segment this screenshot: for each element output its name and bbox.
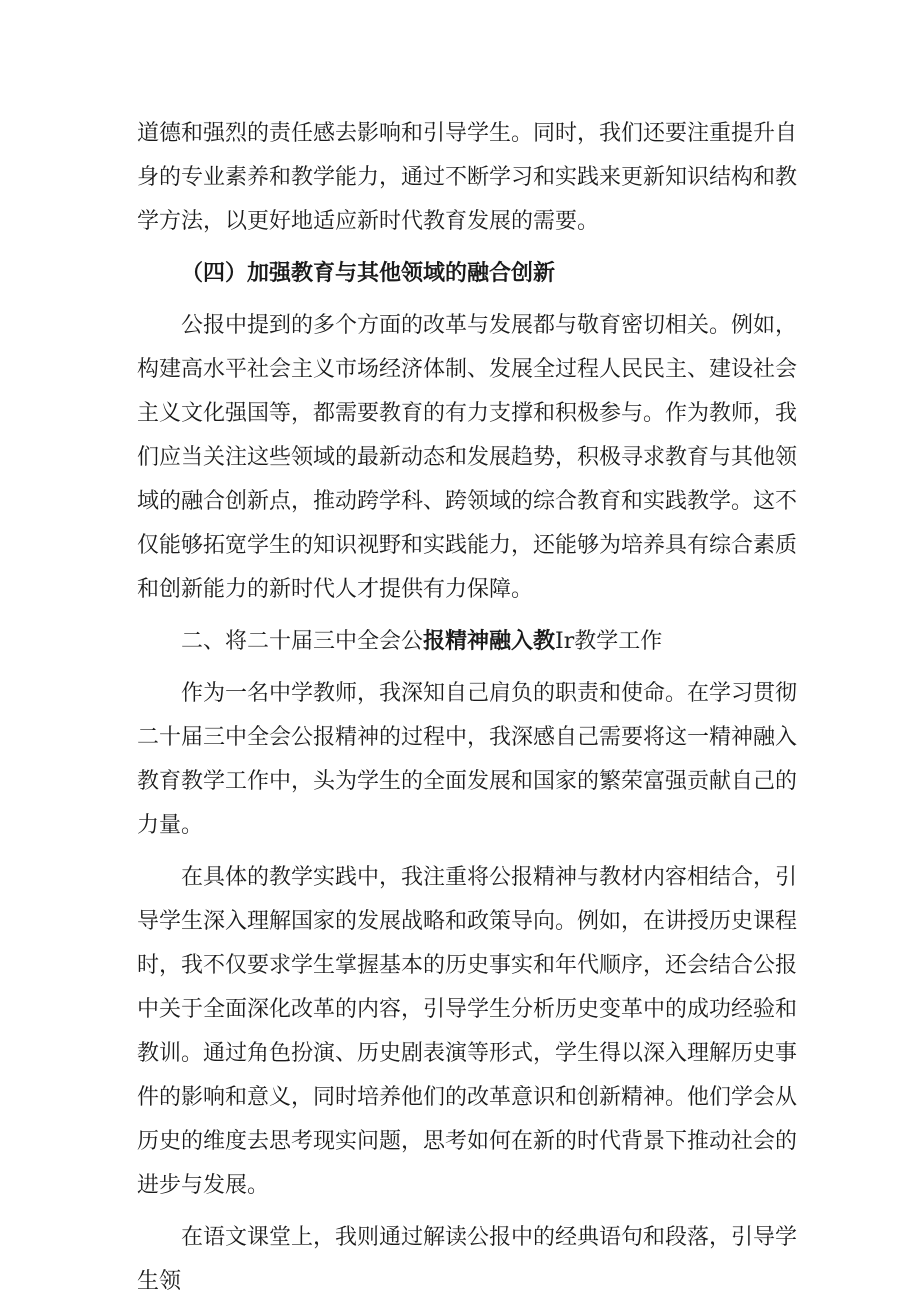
section-heading-two [137,620,797,664]
paragraph-teacher-ethics-continuation: 道德和强烈的责任感去影响和引导学生。同时，我们还要注重提升自身的专业素养和教学能力，通过不断学习和实践来更新知识结构和教学方法，以更好地适应新时代教育发展的需要。 [137,121,798,234]
paragraph-teaching-practice: 在具体的教学实践中，我注重将公报精神与教材内容相结合，引导学生深入理解国家的发展战略和政策导向。例如，在讲授历史课程时，我不仅要求学生掌握基本的历史事实和年代顺序，还会结合公报中关于全面深化改革的内容，引导学生分析历史变革中的成功经验和教训。通过角色扮演、历史剧表演等形式，学生得以深入理解历史事件的影响和意义，同时培养他们的改革意识和创新精神。他们学会从历史的维度去思考现实问题，思考如何在新的时代背景下推动社会的进步与发展。 [137,865,798,1198]
heading-two-part-3: Ir教学工作 [555,629,663,654]
paragraph-integration: 公报中提到的多个方面的改革与发展都与敬育密切相关。例如，构建高水平社会主义市场经济体制、发展全过程人民民主、建设社会主义文化强国等，都需要教育的有力支撑和积极参与。作为教师，我们应当关注这些领域的最新动态和发展趋势，积极寻求教育与其他领域的融合创新点，推动跨学科、跨领域的综合教育和实践教学。这不仅能够拓宽学生的知识视野和实践能力，还能够为培养具有综合素质和创新能力的新时代人才提供有力保障。 [137,313,798,602]
paragraph-teacher-mission: 作为一名中学教师，我深知自己肩负的职责和使命。在学习贯彻二十届三中全会公报精神的过程中，我深感自己需要将这一精神融入教育教学工作中，头为学生的全面发展和国家的繁荣富强贡献自己的力量。 [137,681,798,838]
paragraph-chinese-class: 在语文课堂上，我则通过解读公报中的经典语句和段落，引导学生领 [137,1225,798,1294]
heading-two-part-1: 二、将二十届三中全会公 [181,629,424,654]
heading-two-part-2: 报精神融入教 [423,629,556,654]
document-body [137,112,797,1312]
section-heading-four: （四）加强教育与其他领域的融合创新 [181,261,556,286]
